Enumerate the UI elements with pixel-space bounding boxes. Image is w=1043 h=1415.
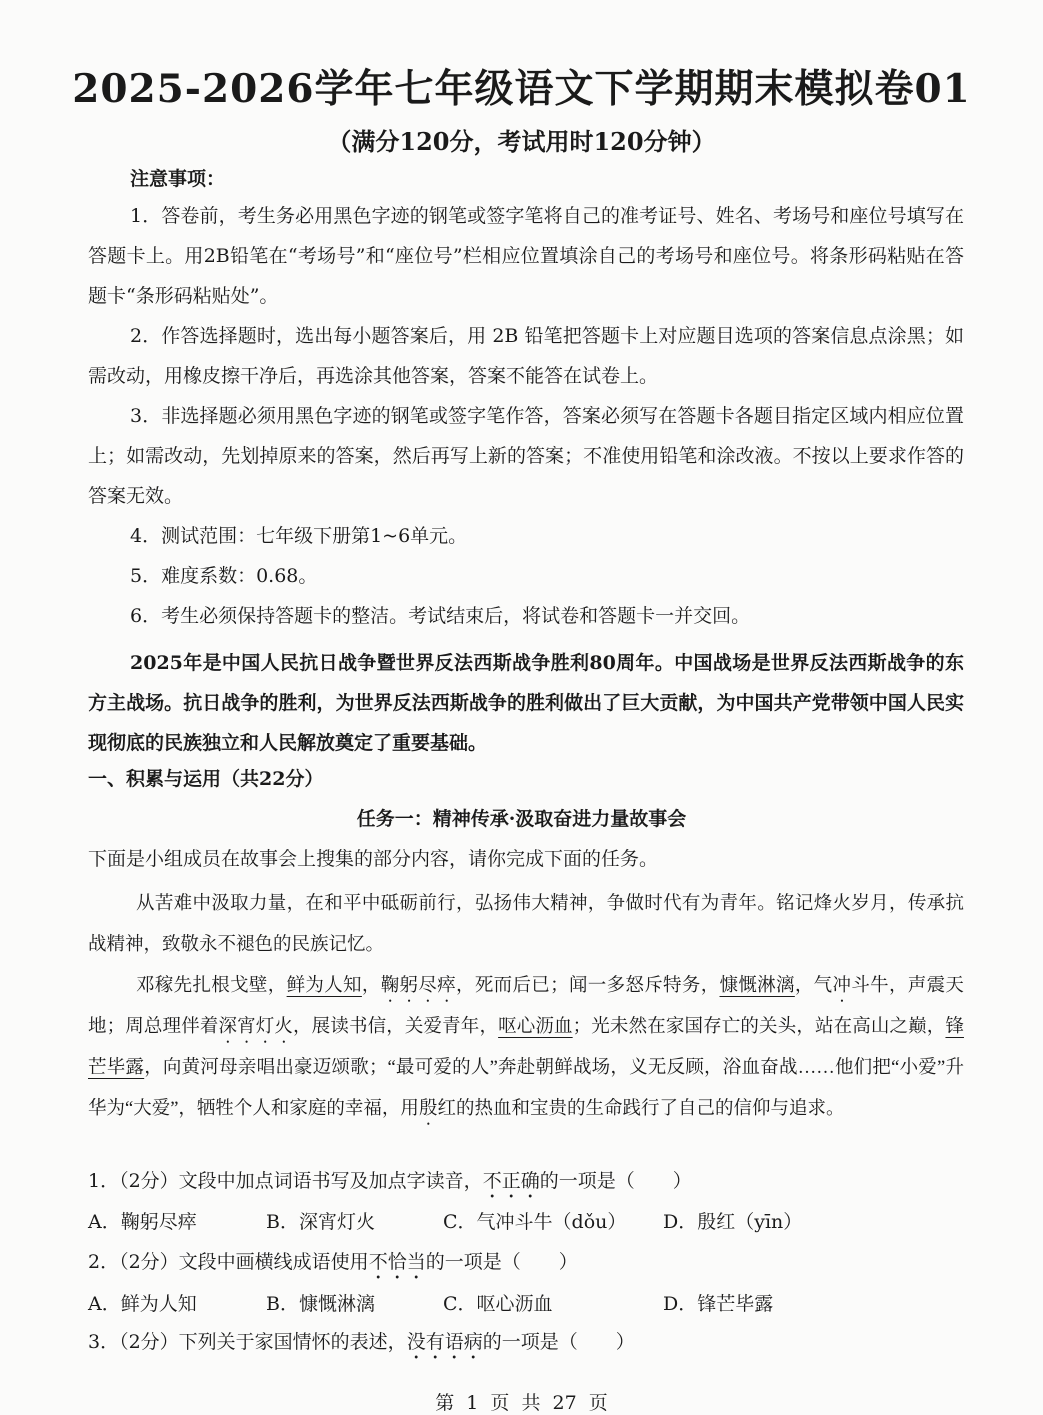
passage-text: ，死而后已；闻一多怒斥特务， (456, 976, 720, 996)
emphasis-text: 不正确 (482, 1170, 540, 1192)
page-footer: 第 1 页 共 27 页 (435, 1392, 608, 1414)
notice-item: 6．考生必须保持答题卡的整洁。考试结束后，将试卷和答题卡一并交回。 (130, 605, 751, 627)
question-text: 3．（2分）下列关于家国情怀的表述， (88, 1331, 407, 1353)
notice-heading: 注意事项： (130, 168, 226, 190)
dotted-word: 深宵灯火 (218, 1017, 294, 1037)
intro-paragraph (88, 643, 964, 763)
dotted-word: 殷 (418, 1099, 438, 1119)
passage-text: 邓稼先扎根戈壁， (136, 976, 287, 996)
question-text: 2．（2分）文段中画横线成语使用 (88, 1251, 369, 1273)
question-text: 的一项是（ ） (482, 1331, 635, 1353)
question-text: 1．（2分）文段中加点词语书写及加点字读音， (88, 1170, 483, 1192)
underlined-idiom: 慷慨淋漓 (719, 976, 795, 996)
passage-text: 斗牛，声震天地；周总理伴着 (88, 976, 964, 1037)
dotted-word: 鞠躬尽瘁 (380, 976, 457, 996)
passage-text: ；光未然在家国存亡的关头，站在高山之巅， (572, 1017, 946, 1037)
intro-text: 2025年是中国人民抗日战争暨世界反法西斯战争胜利80周年。中国战场是世界反法西斯战争的东方主战场。抗日战争的胜利，为世界反法西斯战争的胜利做出了巨大贡献，为中国共产党带领中国人民实现彻底的民族独立和人民解放奠定了重要基础。 (88, 652, 964, 754)
passage-text: 红的热血和宝贵的生命践行了自己的信仰与追求。 (437, 1099, 845, 1119)
notice-list (88, 196, 964, 636)
notice-item: 4．测试范围：七年级下册第1~6单元。 (130, 525, 468, 547)
option-d[interactable]: D．殷红（yīn） (663, 1211, 803, 1233)
task-intro: 下面是小组成员在故事会上搜集的部分内容，请你完成下面的任务。 (88, 848, 659, 870)
reading-passage (88, 884, 964, 1130)
option-c[interactable]: C．气冲斗牛（dǒu） (443, 1211, 627, 1233)
emphasis-text: 没有语病 (406, 1331, 483, 1353)
underlined-idiom: 呕心沥血 (498, 1017, 573, 1037)
underlined-idiom: 锋芒毕露 (88, 1017, 964, 1078)
notice-item: 2．作答选择题时，选出每小题答案后，用 2B 铅笔把答题卡上对应题目选项的答案信息点涂黑；如需改动，用橡皮擦干净后，再选涂其他答案，答案不能答在试卷上。 (88, 325, 964, 387)
passage-paragraph-2 (88, 966, 964, 1130)
option-a[interactable]: A．鞠躬尽瘁 (88, 1211, 197, 1233)
notice-item: 5．难度系数：0.68。 (130, 565, 318, 587)
option-b[interactable]: B．慷慨淋漓 (266, 1293, 375, 1315)
notice-item: 3．非选择题必须用黑色字迹的钢笔或签字笔作答，答案必须写在答题卡各题目指定区域内相应位置上；如需改动，先划掉原来的答案，然后再写上新的答案；不准使用铅笔和涂改液。不按以上要求作答的答案无效。 (88, 405, 964, 507)
page-title: 2025-2026学年七年级语文下学期期末模拟卷01 (72, 66, 971, 112)
emphasis-text: 不恰当 (368, 1251, 426, 1273)
task-heading: 任务一：精神传承·汲取奋进力量故事会 (356, 808, 687, 830)
passage-text: ，气 (794, 976, 833, 996)
dotted-word: 冲 (832, 976, 852, 996)
question-text: 的一项是（ ） (425, 1251, 578, 1273)
passage-text: ， (361, 976, 381, 996)
question-3 (88, 1327, 635, 1364)
option-a[interactable]: A．鲜为人知 (88, 1293, 197, 1315)
notice-item: 1．答卷前，考生务必用黑色字迹的钢笔或签字笔将自己的准考证号、姓名、考场号和座位号填写在答题卡上。用2B铅笔在“考场号”和“座位号”栏相应位置填涂自己的考场号和座位号。将条形码粘贴在答题卡“条形码粘贴处”。 (88, 205, 964, 307)
question-1 (88, 1166, 692, 1203)
question-2 (88, 1247, 578, 1284)
passage-text: ，展读书信，关爱青年， (293, 1017, 499, 1037)
option-c[interactable]: C．呕心沥血 (443, 1293, 553, 1315)
page-subtitle: （满分120分，考试用时120分钟） (327, 127, 716, 156)
option-b[interactable]: B．深宵灯火 (266, 1211, 375, 1233)
question-text: 的一项是（ ） (539, 1170, 692, 1192)
section-heading: 一、积累与运用（共22分） (88, 768, 324, 790)
passage-text: ，向黄河母亲唱出豪迈颂歌；“最可爱的人”奔赴朝鲜战场，义无反顾，浴血奋战……他们把“小爱”升华为“大爱”，牺牲个人和家庭的幸福，用 (88, 1058, 964, 1119)
option-d[interactable]: D．锋芒毕露 (663, 1293, 774, 1315)
underlined-idiom: 鲜为人知 (286, 976, 362, 996)
passage-paragraph-1: 从苦难中汲取力量，在和平中砥砺前行，弘扬伟大精神，争做时代有为青年。铭记烽火岁月，传承抗战精神，致敬永不褪色的民族记忆。 (88, 894, 964, 955)
